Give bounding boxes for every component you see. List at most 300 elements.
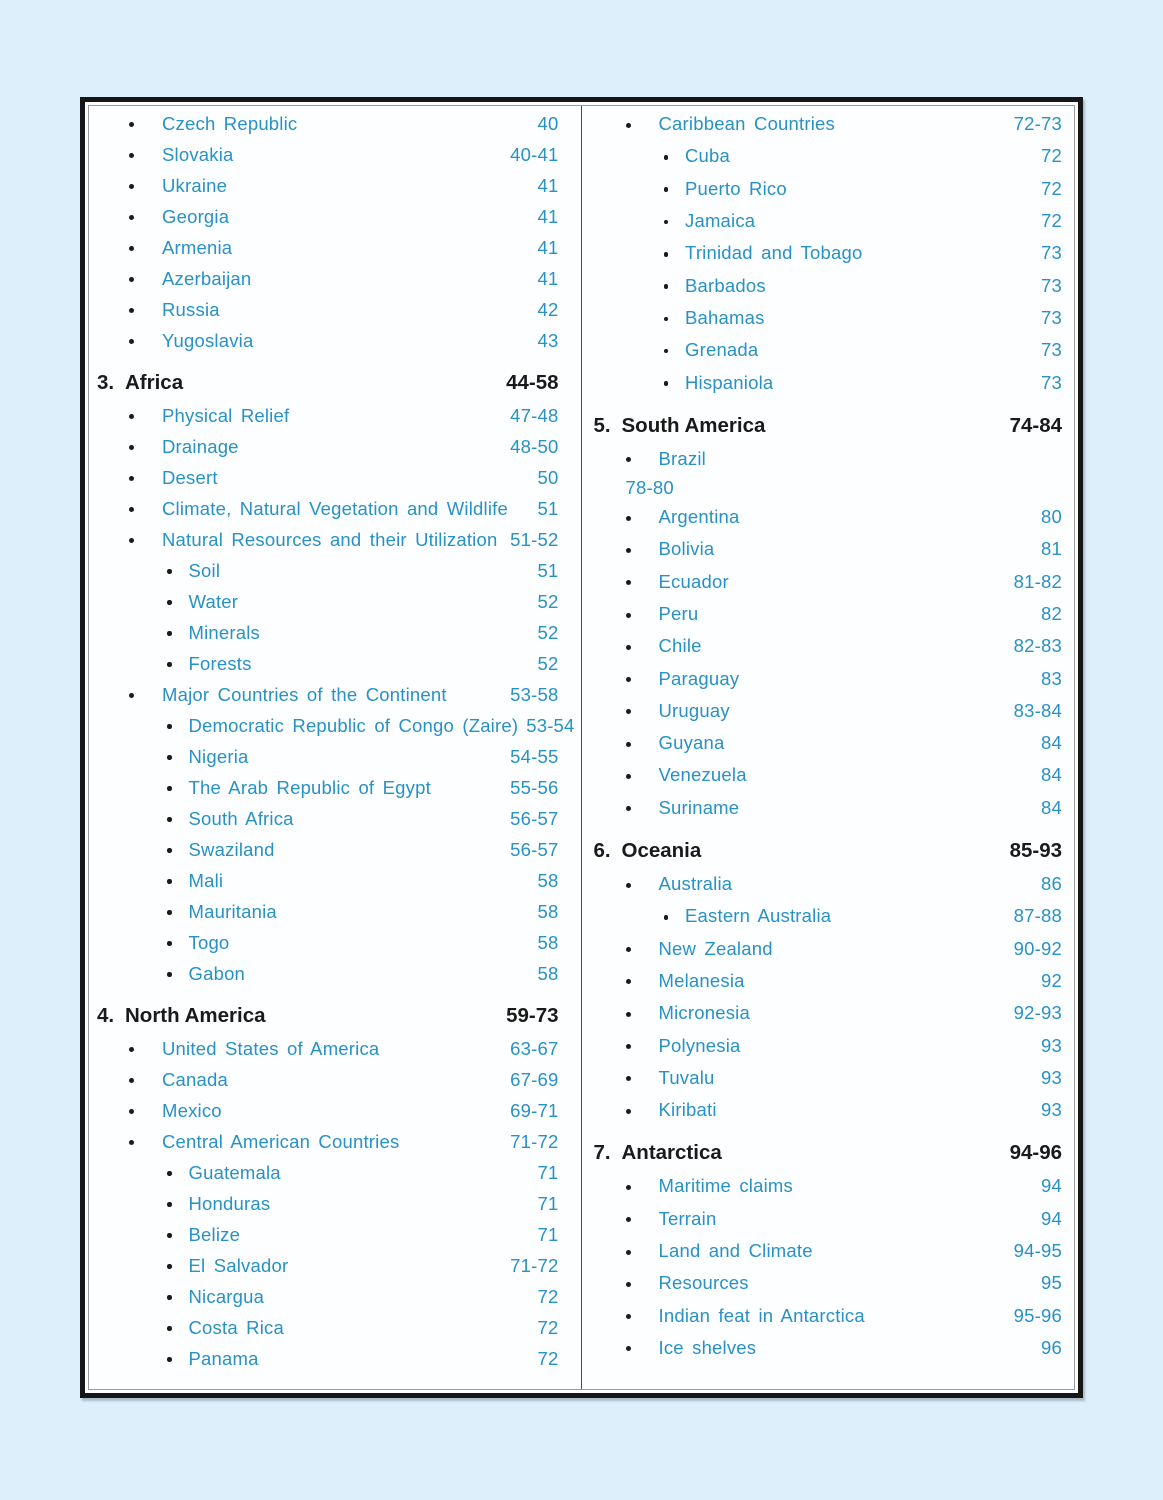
toc-entry-pages: 90-92	[1013, 937, 1062, 959]
toc-entry	[594, 662, 1063, 694]
toc-entry	[97, 294, 559, 325]
bullet-icon	[129, 308, 134, 313]
toc-entry	[97, 1188, 559, 1219]
toc-entry-label: Bahamas	[685, 306, 765, 328]
toc-entry-pages: 73	[1041, 371, 1062, 393]
toc-entry	[594, 792, 1063, 824]
bullet-icon	[626, 774, 631, 779]
toc-entry	[594, 598, 1063, 630]
toc-entry-pages: 94	[1041, 1207, 1062, 1229]
toc-entry-label: Water	[188, 590, 239, 612]
toc-entry	[97, 201, 559, 232]
toc-entry-label: Bolivia	[658, 538, 715, 560]
toc-entry-pages: 92	[1041, 969, 1062, 991]
toc-entry-label: El Salvador	[188, 1254, 289, 1276]
bullet-icon	[167, 755, 172, 760]
toc-entry	[97, 710, 575, 741]
toc-entry	[594, 933, 1063, 965]
toc-entry-label: Nigeria	[188, 745, 249, 767]
toc-entry-pages: 81-82	[1013, 570, 1062, 592]
toc-entry-pages: 84	[1041, 796, 1062, 818]
toc-entry	[594, 443, 1063, 475]
toc-entry-label: Azerbaijan	[162, 267, 252, 289]
toc-entry-pages: 71	[537, 1161, 559, 1183]
toc-entry-label: Suriname	[658, 796, 740, 818]
bullet-icon	[626, 1282, 631, 1287]
toc-entry-pages: 71	[537, 1192, 559, 1214]
bullet-icon	[664, 915, 669, 920]
toc-entry-pages: 72	[1041, 210, 1062, 232]
toc-entry	[594, 630, 1063, 662]
bullet-icon	[626, 645, 631, 650]
toc-entry-label: Micronesia	[658, 1002, 750, 1024]
toc-entry	[594, 965, 1063, 997]
bullet-icon	[626, 1109, 631, 1114]
toc-entry	[594, 366, 1063, 398]
toc-entry	[97, 741, 559, 772]
toc-entry-label: Togo	[188, 931, 230, 953]
toc-entry	[97, 524, 559, 555]
toc-entry	[97, 493, 559, 524]
toc-entry-label: Paraguay	[658, 667, 740, 689]
section-number: 5.	[593, 413, 611, 437]
toc-entry-pages: 69-71	[510, 1099, 559, 1121]
bullet-icon	[626, 709, 631, 714]
bullet-icon	[167, 1171, 172, 1176]
bullet-icon	[626, 613, 631, 618]
toc-entry	[594, 695, 1063, 727]
toc-entry-label: Gabon	[188, 962, 246, 984]
toc-entry-label: Land and Climate	[658, 1240, 813, 1262]
toc-entry	[97, 1064, 559, 1095]
toc-entry	[594, 173, 1063, 205]
bullet-icon	[664, 252, 669, 257]
toc-entry-pages: 72	[537, 1285, 559, 1307]
toc-entry-pages: 87-88	[1013, 905, 1062, 927]
toc-entry	[594, 533, 1063, 565]
bullet-icon	[129, 339, 134, 344]
section-pages: 85-93	[1009, 838, 1062, 862]
bullet-icon	[167, 600, 172, 605]
toc-entry-pages: 72-73	[1013, 113, 1062, 135]
toc-entry-label: Central American Countries	[162, 1130, 400, 1152]
toc-entry	[97, 617, 559, 648]
toc-entry	[97, 400, 559, 431]
toc-entry-pages: 40	[537, 112, 559, 134]
toc-entry-pages: 48-50	[510, 435, 559, 457]
toc-entry	[594, 1170, 1063, 1202]
toc-entry-label: Chile	[658, 635, 702, 657]
toc-entry-pages: 73	[1041, 306, 1062, 328]
section-pages: 44-58	[506, 371, 559, 394]
toc-entry	[594, 759, 1063, 791]
toc-entry-pages: 81	[1041, 538, 1062, 560]
toc-entry-label: Cuba	[685, 145, 731, 167]
toc-entry-pages: 58	[537, 931, 559, 953]
toc-entry-label: Nicargua	[188, 1285, 265, 1307]
toc-entry-pages: 51	[537, 497, 559, 519]
toc-entry-pages: 83	[1041, 667, 1062, 689]
toc-left-column	[89, 106, 582, 1389]
toc-entry-pages: 52	[537, 652, 559, 674]
bullet-icon	[129, 153, 134, 158]
bullet-icon	[626, 1012, 631, 1017]
toc-entry-label: Venezuela	[658, 764, 747, 786]
bullet-icon	[167, 879, 172, 884]
toc-entry-label: Belize	[188, 1223, 241, 1245]
bullet-icon	[626, 1076, 631, 1081]
bullet-icon	[167, 1233, 172, 1238]
toc-entry-pages: 52	[537, 590, 559, 612]
toc-entry-pages: 71-72	[510, 1130, 559, 1152]
toc-entry	[594, 1235, 1063, 1267]
toc-entry-pages: 41	[537, 205, 559, 227]
toc-entry	[97, 958, 559, 989]
bullet-icon	[129, 1078, 134, 1083]
toc-entry-label: Trinidad and Tobago	[685, 242, 863, 264]
toc-entry-label: Forests	[188, 652, 252, 674]
toc-entry-pages: 52	[537, 621, 559, 643]
toc-entry-pages: 51	[537, 559, 559, 581]
bullet-icon	[167, 1357, 172, 1362]
bullet-icon	[626, 979, 631, 984]
section-title: Oceania	[621, 838, 702, 862]
toc-entry-pages: 82	[1041, 603, 1062, 624]
section-number: 3.	[97, 371, 115, 394]
toc-entry	[97, 834, 559, 865]
toc-entry-label: Caribbean Countries	[658, 113, 835, 135]
section-title: South America	[621, 413, 766, 437]
toc-entry	[97, 263, 559, 294]
bullet-icon	[664, 349, 669, 354]
bullet-icon	[664, 155, 669, 160]
toc-entry-label: Puerto Rico	[685, 177, 787, 199]
bullet-icon	[167, 662, 172, 667]
toc-entry-label: South Africa	[188, 807, 294, 829]
bullet-icon	[129, 538, 134, 543]
toc-entry-label: Yugoslavia	[162, 329, 254, 351]
toc-entry-label: Kiribati	[658, 1099, 717, 1121]
toc-entry-pages: 72	[537, 1347, 559, 1369]
bullet-icon	[167, 1295, 172, 1300]
toc-entry-pages: 56-57	[510, 807, 559, 829]
toc-right-column	[582, 106, 1075, 1389]
bullet-icon	[664, 187, 669, 192]
bullet-icon	[626, 516, 631, 521]
bullet-icon	[626, 742, 631, 747]
toc-entry-label: Czech Republic	[162, 112, 298, 134]
bullet-icon	[167, 724, 172, 729]
toc-entry	[97, 679, 559, 710]
toc-entry	[97, 431, 559, 462]
toc-entry-pages: 93	[1041, 1099, 1062, 1121]
toc-entry-pages: 72	[1041, 177, 1062, 199]
bullet-icon	[167, 1202, 172, 1207]
bullet-icon	[129, 184, 134, 189]
toc-entry	[594, 900, 1063, 932]
toc-entry-pages: 73	[1041, 242, 1062, 264]
toc-entry-label: Armenia	[162, 236, 233, 258]
toc-entry-label: Mali	[188, 869, 224, 891]
toc-entry	[594, 1094, 1063, 1126]
bullet-icon	[626, 677, 631, 682]
bullet-icon	[626, 1217, 631, 1222]
toc-entry	[594, 501, 1063, 533]
toc-entry-label: Russia	[162, 298, 220, 320]
toc-entry-label: Terrain	[658, 1207, 717, 1229]
toc-entry	[594, 1300, 1063, 1332]
bullet-icon	[626, 1250, 631, 1255]
toc-entry-label: Ukraine	[162, 174, 228, 196]
toc-section-heading	[594, 834, 1063, 868]
toc-section-heading	[594, 409, 1063, 443]
toc-entry-pages: 93	[1041, 1034, 1062, 1056]
toc-entry-label: Costa Rica	[188, 1316, 284, 1338]
toc-entry-label: Natural Resources and their Utilization	[162, 528, 498, 550]
toc-entry	[594, 1062, 1063, 1094]
toc-entry	[97, 170, 559, 201]
bullet-icon	[167, 1264, 172, 1269]
toc-entry	[97, 1250, 559, 1281]
toc-entry-pages: 47-48	[510, 404, 559, 426]
toc-entry	[594, 205, 1063, 237]
toc-entry-pages: 73	[1041, 339, 1062, 361]
bullet-icon	[626, 1185, 631, 1190]
toc-entry	[594, 237, 1063, 269]
toc-entry-pages: 53-54	[526, 714, 575, 736]
toc-entry-label: Ice shelves	[658, 1336, 757, 1358]
toc-entry-label: Swaziland	[188, 838, 275, 860]
toc-entry	[594, 566, 1063, 598]
toc-entry	[594, 1332, 1063, 1364]
section-number: 6.	[593, 838, 611, 862]
toc-entry-label: Democratic Republic of Congo (Zaire)	[188, 714, 519, 736]
toc-entry-pages: 53-58	[510, 683, 559, 705]
bullet-icon	[664, 381, 669, 386]
bullet-icon	[129, 1140, 134, 1145]
bullet-icon	[129, 122, 134, 127]
section-number: 4.	[97, 1004, 115, 1027]
bullet-icon	[167, 631, 172, 636]
toc-entry-pages: 58	[537, 869, 559, 891]
section-title: North America	[125, 1004, 266, 1027]
toc-entry	[97, 325, 559, 356]
toc-entry-pages: 72	[1041, 145, 1062, 167]
toc-entry-pages: 95	[1041, 1272, 1062, 1294]
bullet-icon	[129, 215, 134, 220]
toc-entry-pages: 51-52	[510, 528, 559, 550]
toc-section-heading	[97, 999, 559, 1033]
toc-entry-pages: 42	[537, 298, 559, 320]
toc-entry	[97, 648, 559, 679]
bullet-icon	[129, 246, 134, 251]
toc-entry-pages: 93	[1041, 1066, 1062, 1088]
toc-entry-label: Maritime claims	[658, 1175, 793, 1197]
toc-entry	[97, 896, 559, 927]
toc-entry	[97, 1095, 559, 1126]
toc-entry	[97, 555, 559, 586]
toc-entry-pages: 84	[1041, 764, 1062, 786]
toc-entry-label: Panama	[188, 1347, 259, 1369]
toc-entry-pages: 54-55	[510, 745, 559, 767]
toc-entry-label: Eastern Australia	[685, 905, 832, 927]
toc-entry-pages: 83-84	[1013, 699, 1062, 721]
toc-entry	[97, 1157, 559, 1188]
toc-entry	[97, 927, 559, 958]
bullet-icon	[664, 317, 669, 322]
section-pages: 59-73	[506, 1004, 559, 1027]
toc-entry	[97, 586, 559, 617]
bullet-icon	[167, 941, 172, 946]
toc-entry-label: Barbados	[685, 274, 766, 296]
toc-entry-pages: 94-95	[1013, 1240, 1062, 1262]
bullet-icon	[129, 277, 134, 282]
bullet-icon	[167, 817, 172, 822]
toc-entry-label: Major Countries of the Continent	[162, 683, 447, 705]
toc-entry-pages: 50	[537, 466, 559, 488]
bullet-icon	[167, 972, 172, 977]
toc-entry-label: Slovakia	[162, 143, 234, 165]
bullet-icon	[129, 414, 134, 419]
toc-entry-label: Ecuador	[658, 570, 729, 592]
page-frame	[80, 97, 1083, 1398]
toc-entry	[97, 865, 559, 896]
toc-entry	[594, 140, 1063, 172]
toc-entry-pages: 92-93	[1013, 1002, 1062, 1024]
toc-entry-label: New Zealand	[658, 937, 773, 959]
toc-entry	[594, 1267, 1063, 1299]
bullet-icon	[626, 1314, 631, 1319]
toc-entry	[594, 727, 1063, 759]
bullet-icon	[167, 1326, 172, 1331]
toc-continuation-row	[594, 475, 1063, 501]
toc-entry-label: Climate, Natural Vegetation and Wildlife	[162, 497, 508, 519]
section-pages: 94-96	[1009, 1141, 1062, 1165]
toc-entry-label: Polynesia	[658, 1034, 741, 1056]
toc-entry-label: Desert	[162, 466, 218, 488]
toc-entry	[594, 1029, 1063, 1061]
toc-entry-pages: 40-41	[510, 143, 559, 165]
toc-entry-pages: 56-57	[510, 838, 559, 860]
bullet-icon	[167, 786, 172, 791]
bullet-icon	[167, 848, 172, 853]
toc-entry	[594, 334, 1063, 366]
section-title: Antarctica	[621, 1141, 722, 1165]
toc-entry-label: Uruguay	[658, 699, 730, 721]
toc-entry	[97, 772, 559, 803]
toc-entry-label: Guyana	[658, 732, 725, 754]
toc-entry-label: Resources	[658, 1272, 749, 1294]
toc-entry-pages: 67-69	[510, 1068, 559, 1090]
toc-entry	[594, 1203, 1063, 1235]
bullet-icon	[626, 883, 631, 888]
toc-entry	[97, 1126, 559, 1157]
toc-entry-label: Mauritania	[188, 900, 277, 922]
bullet-icon	[129, 476, 134, 481]
bullet-icon	[626, 947, 631, 952]
toc-entry-pages: 86	[1041, 873, 1062, 895]
toc-entry-pages: 41	[537, 174, 559, 196]
toc-continuation-pages: 78-80	[625, 476, 674, 498]
toc-entry-label: United States of America	[162, 1037, 380, 1059]
toc-entry	[97, 1312, 559, 1343]
toc-entry-label: The Arab Republic of Egypt	[188, 776, 431, 798]
toc-entry	[97, 1343, 559, 1374]
toc-page	[88, 105, 1075, 1390]
bullet-icon	[626, 580, 631, 585]
toc-entry	[97, 232, 559, 263]
toc-entry-label: Hispaniola	[685, 371, 774, 393]
toc-entry-pages: 73	[1041, 274, 1062, 296]
toc-entry-label: Grenada	[685, 339, 759, 361]
section-pages: 74-84	[1009, 413, 1062, 437]
toc-entry	[594, 302, 1063, 334]
section-title: Africa	[125, 371, 184, 394]
toc-entry	[594, 108, 1063, 140]
toc-entry	[97, 139, 559, 170]
toc-entry	[594, 269, 1063, 301]
toc-entry-pages: 55-56	[510, 776, 559, 798]
toc-entry-label: Physical Relief	[162, 404, 290, 426]
toc-entry-pages: 94	[1041, 1175, 1062, 1197]
toc-entry-pages: 72	[537, 1316, 559, 1338]
toc-entry-pages: 58	[537, 962, 559, 984]
bullet-icon	[129, 1047, 134, 1052]
toc-entry	[97, 1033, 559, 1064]
bullet-icon	[664, 284, 669, 289]
toc-entry-pages: 63-67	[510, 1037, 559, 1059]
bullet-icon	[129, 1109, 134, 1114]
toc-entry-pages: 96	[1041, 1336, 1062, 1358]
toc-entry-label: Australia	[658, 873, 733, 895]
bullet-icon	[167, 569, 172, 574]
toc-entry-label: Honduras	[188, 1192, 271, 1214]
toc-entry-pages: 80	[1041, 506, 1062, 528]
toc-entry-label: Peru	[658, 603, 699, 624]
toc-entry	[594, 868, 1063, 900]
toc-entry-label: Minerals	[188, 621, 261, 643]
section-number: 7.	[593, 1141, 611, 1165]
bullet-icon	[129, 445, 134, 450]
toc-entry-pages: 43	[537, 329, 559, 351]
bullet-icon	[167, 910, 172, 915]
toc-entry-label: Indian feat in Antarctica	[658, 1304, 865, 1326]
bullet-icon	[626, 806, 631, 811]
bullet-icon	[626, 548, 631, 553]
toc-entry-label: Guatemala	[188, 1161, 281, 1183]
toc-entry-label: Jamaica	[685, 210, 756, 232]
toc-entry-pages: 95-96	[1013, 1304, 1062, 1326]
bullet-icon	[129, 507, 134, 512]
toc-section-heading	[594, 1136, 1063, 1170]
toc-entry-label: Georgia	[162, 205, 230, 227]
toc-entry-label: Drainage	[162, 435, 239, 457]
toc-entry-label: Melanesia	[658, 969, 745, 991]
toc-section-heading	[97, 366, 559, 400]
toc-entry-pages: 82-83	[1013, 635, 1062, 657]
bullet-icon	[626, 1044, 631, 1049]
bullet-icon	[626, 1346, 631, 1351]
toc-entry	[97, 462, 559, 493]
toc-entry-pages: 41	[537, 236, 559, 258]
toc-entry	[97, 1281, 559, 1312]
toc-entry-label: Brazil	[658, 447, 706, 469]
toc-entry	[97, 803, 559, 834]
toc-entry-pages: 41	[537, 267, 559, 289]
toc-entry-pages: 71	[537, 1223, 559, 1245]
bullet-icon	[626, 457, 631, 462]
toc-entry-pages: 71-72	[510, 1254, 559, 1276]
